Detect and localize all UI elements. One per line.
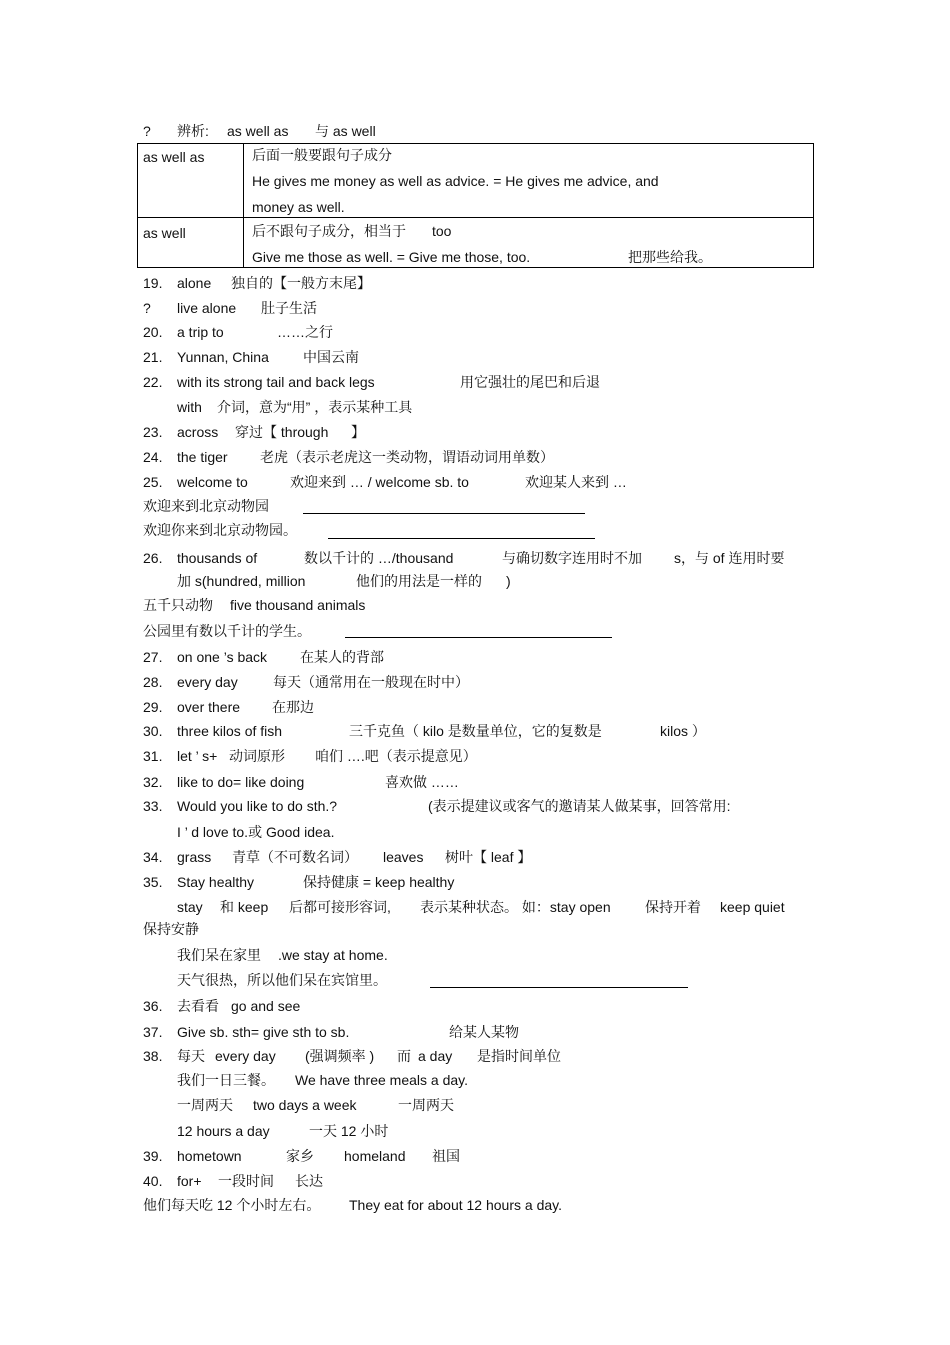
item-english: thousands of	[177, 550, 258, 566]
item-number: 27.	[143, 649, 163, 665]
item-chinese: 肚子生活	[261, 300, 317, 316]
item-chinese: 是指时间单位	[477, 1048, 561, 1064]
item-chinese: 一段时间	[218, 1173, 274, 1189]
item-chinese: 保持健康 = keep healthy	[303, 874, 455, 890]
item-english: every day	[215, 1048, 276, 1064]
exercise-prompt: 天气很热，所以他们呆在宾馆里。	[177, 972, 387, 988]
item-number: 26.	[143, 550, 163, 566]
item-english: over there	[177, 699, 241, 715]
item-chinese: 去看看	[177, 998, 219, 1014]
item-chinese: 三千克鱼（ kilo 是数量单位，它的复数是	[349, 723, 602, 739]
item-english: across	[177, 424, 219, 440]
heading-term-a: as well as	[227, 123, 289, 139]
item-english: welcome to	[177, 474, 248, 490]
table-row	[138, 144, 814, 218]
example-english: We have three meals a day.	[295, 1072, 469, 1088]
item-number: 19.	[143, 275, 163, 291]
item-english: live alone	[177, 300, 237, 316]
example-chinese: 我们呆在家里	[177, 947, 261, 963]
item-english: the tiger	[177, 449, 228, 465]
item-chinese: 喜欢做 ……	[385, 774, 459, 790]
exercise-prompt: 欢迎你来到北京动物园。	[143, 522, 297, 538]
item-chinese: 而	[397, 1048, 411, 1064]
item-number: 35.	[143, 874, 163, 890]
explanation-too: too	[432, 223, 452, 239]
item-english: leaves	[383, 849, 424, 865]
item-number: 32.	[143, 774, 163, 790]
item-chinese: 给某人某物	[449, 1024, 519, 1040]
item-chinese: 咱们 ….吧（表示提意见）	[315, 748, 477, 764]
example-chinese: 五千只动物	[143, 597, 213, 613]
table-row	[138, 218, 814, 268]
example-chinese: 我们一日三餐。	[177, 1072, 275, 1088]
note-text: keep quiet	[720, 899, 785, 915]
item-number: 40.	[143, 1173, 163, 1189]
item-number: 21.	[143, 349, 163, 365]
item-number: 25.	[143, 474, 163, 490]
exercise-prompt: 欢迎来到北京动物园	[143, 498, 269, 514]
item-english: kilos ）	[660, 723, 706, 739]
item-number: ?	[143, 300, 151, 316]
item-number: 24.	[143, 449, 163, 465]
note-english: with	[177, 399, 202, 415]
example-chinese: 他们每天吃 12 个小时左右。	[143, 1197, 321, 1213]
exercise-prompt: 公园里有数以千计的学生。	[143, 623, 311, 639]
item-number: 31.	[143, 748, 163, 764]
note-text: 后都可接形容词,	[289, 899, 391, 915]
item-chinese: (强调频率 )	[305, 1048, 375, 1064]
item-english: Would you like to do sth.?	[177, 798, 338, 814]
item-english: alone	[177, 275, 212, 291]
note-text: 表示某种状态。 如：stay open	[420, 899, 611, 915]
item-number: 33.	[143, 798, 163, 814]
item-chinese: 祖国	[432, 1148, 460, 1164]
item-chinese: 在那边	[272, 699, 314, 715]
item-english: Yunnan, China	[177, 349, 269, 365]
explanation-line: 后面一般要跟句子成分	[252, 147, 392, 163]
item-chinese: 欢迎某人来到 …	[525, 474, 627, 490]
item-chinese: 穿过【 through	[235, 424, 329, 440]
explanation-translation: 把那些给我。	[628, 249, 712, 265]
item-number: 30.	[143, 723, 163, 739]
item-chinese: 在某人的背部	[300, 649, 384, 665]
item-chinese: 用它强壮的尾巴和后退	[460, 374, 600, 390]
item-chinese: 家乡	[286, 1148, 314, 1164]
note-text: 保持开着	[645, 899, 701, 915]
answer-blank[interactable]	[328, 538, 595, 539]
explanation-line: Give me those as well. = Give me those, too.	[252, 249, 531, 265]
explanation-line: He gives me money as well as advice. = He gives me advice, and	[252, 173, 659, 189]
item-english: go and see	[231, 998, 301, 1014]
bullet: ?	[143, 123, 151, 139]
table-explanation	[244, 218, 814, 268]
item-english: three kilos of fish	[177, 723, 283, 739]
example-chinese: 一周两天	[177, 1097, 233, 1113]
item-number: 39.	[143, 1148, 163, 1164]
example-english: five thousand animals	[230, 597, 366, 613]
example-english: 12 hours a day	[177, 1123, 270, 1139]
item-chinese: (表示提建议或客气的邀请某人做某事，回答常用:	[428, 798, 731, 814]
answer-blank[interactable]	[430, 987, 688, 988]
item-english: Give sb. sth= give sth to sb.	[177, 1024, 350, 1040]
item-number: 20.	[143, 324, 163, 340]
item-chinese: 欢迎来到 … / welcome sb. to	[290, 474, 469, 490]
explanation-line: money as well.	[252, 199, 345, 215]
item-chinese: 每天	[177, 1048, 205, 1064]
item-english: on one ’s back	[177, 649, 268, 665]
item-number: 34.	[143, 849, 163, 865]
item-chinese: 每天（通常用在一般现在时中）	[273, 674, 469, 690]
item-english: with its strong tail and back legs	[177, 374, 375, 390]
answer-blank[interactable]	[303, 513, 585, 514]
table-term: as well	[138, 218, 244, 268]
item-chinese: 树叶【 leaf 】	[445, 849, 532, 865]
item-chinese: 青草（不可数名词）	[232, 849, 358, 865]
item-english: like to do= like doing	[177, 774, 305, 790]
item-number: 38.	[143, 1048, 163, 1064]
item-english: every day	[177, 674, 238, 690]
item-chinese: 中国云南	[303, 349, 359, 365]
note-text: stay	[177, 899, 203, 915]
item-number: 22.	[143, 374, 163, 390]
example-chinese: 一天 12 小时	[309, 1123, 389, 1139]
answer-blank[interactable]	[345, 637, 612, 638]
explanation-line: 后不跟句子成分，相当于	[252, 223, 406, 239]
item-number: 37.	[143, 1024, 163, 1040]
heading-label: 辨析:	[177, 123, 209, 139]
example-english: .we stay at home.	[278, 947, 388, 963]
item-english: hometown	[177, 1148, 242, 1164]
note-text: )	[506, 573, 511, 589]
item-chinese: ……之行	[277, 324, 333, 340]
item-english: homeland	[344, 1148, 406, 1164]
note-chinese: 介词，意为“用” ，表示某种工具	[217, 399, 413, 415]
comparison-table	[137, 143, 814, 268]
item-english: a trip to	[177, 324, 224, 340]
heading-term-b: 与 as well	[315, 123, 376, 139]
table-term: as well as	[138, 144, 244, 218]
note-text: 和 keep	[220, 899, 269, 915]
item-chinese: 数以千计的 …/thousand	[304, 550, 454, 566]
item-number: 28.	[143, 674, 163, 690]
note-text: I ’ d love to.或 Good idea.	[177, 824, 335, 840]
example-chinese: 一周两天	[398, 1097, 454, 1113]
item-number: 23.	[143, 424, 163, 440]
item-english: a day	[418, 1048, 453, 1064]
item-chinese: 老虎（表示老虎这一类动物，谓语动词用单数）	[260, 449, 554, 465]
item-chinese: 动词原形	[229, 748, 285, 764]
item-number: 29.	[143, 699, 163, 715]
item-chinese: 与确切数字连用时不加	[502, 550, 642, 566]
item-chinese: s，与 of 连用时要	[674, 550, 785, 566]
note-text: 保持安静	[143, 921, 199, 937]
item-english: for+	[177, 1173, 202, 1189]
item-chinese: 独自的【一般方末尾】	[231, 275, 371, 291]
item-english: grass	[177, 849, 212, 865]
item-english: Stay healthy	[177, 874, 255, 890]
item-chinese: 长达	[295, 1173, 323, 1189]
example-english: They eat for about 12 hours a day.	[349, 1197, 562, 1213]
example-english: two days a week	[253, 1097, 357, 1113]
item-number: 36.	[143, 998, 163, 1014]
item-english: let ’ s+	[177, 748, 218, 764]
table-explanation	[244, 144, 814, 218]
item-bracket: 】	[351, 424, 365, 440]
note-text: 加 s(hundred, million	[177, 573, 306, 589]
note-text: 他们的用法是一样的	[356, 573, 482, 589]
